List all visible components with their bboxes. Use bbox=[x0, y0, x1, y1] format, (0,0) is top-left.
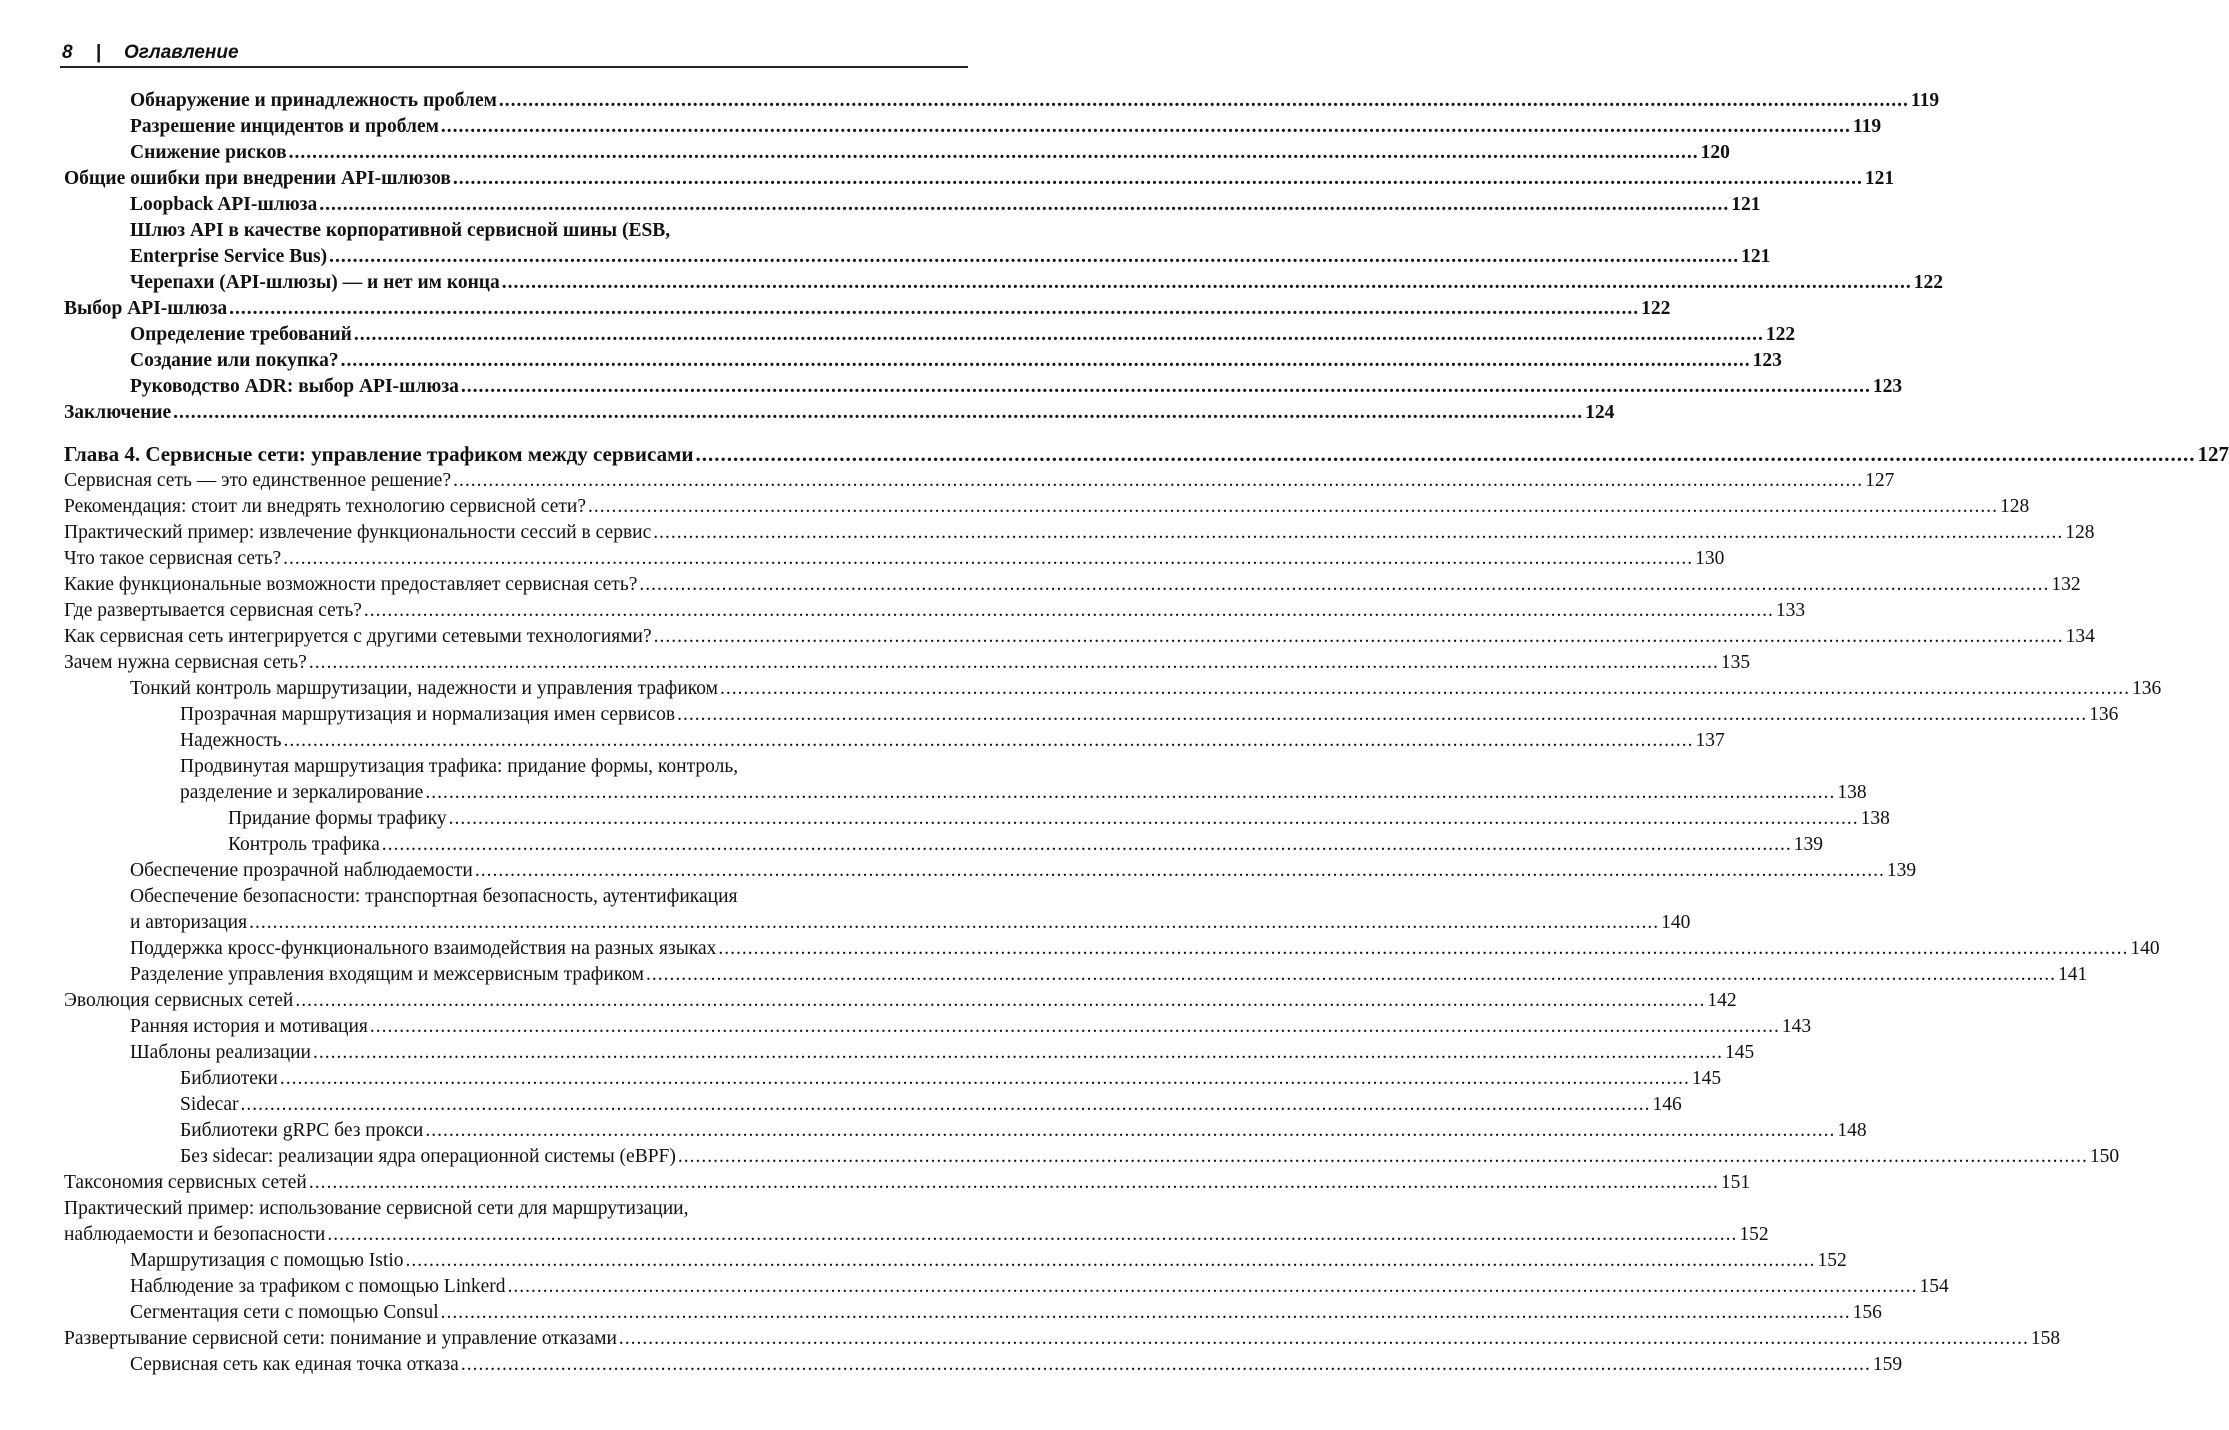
dot-leader bbox=[449, 806, 1859, 832]
toc-entry-page: 150 bbox=[2089, 1146, 2120, 1167]
dot-leader bbox=[309, 650, 1719, 676]
page-number: 8 bbox=[62, 42, 73, 63]
toc-entry-title: Enterprise Service Bus) bbox=[130, 246, 328, 267]
toc-entry-page: 139 bbox=[1886, 860, 1917, 881]
toc-entry-page: 141 bbox=[2058, 964, 2088, 985]
toc-entry-page: 138 bbox=[1860, 808, 1890, 829]
toc-entry bbox=[130, 1248, 1847, 1274]
toc-entry-title: Обнаружение и принадлежность проблем bbox=[130, 90, 497, 111]
toc-entry-title: Без sidecar: реализации ядра операционной системы (eBPF) bbox=[180, 1146, 676, 1167]
toc-entry-title: Сервисная сеть как единая точка отказа bbox=[130, 1354, 459, 1375]
dot-leader bbox=[678, 1144, 2088, 1170]
toc-entry-title: Рекомендация: стоит ли внедрять технологию сервисной сети? bbox=[64, 496, 586, 517]
dot-leader bbox=[327, 1222, 1737, 1248]
toc-entry-title: Поддержка кросс-функционального взаимодействия на разных языках bbox=[130, 938, 717, 959]
dot-leader bbox=[341, 348, 1751, 374]
dot-leader bbox=[695, 440, 2195, 468]
toc-entry-title-line1: Шлюз API в качестве корпоративной сервисной шины (ESB, bbox=[130, 220, 671, 241]
toc-entry bbox=[180, 754, 1867, 806]
toc-entry-page: 146 bbox=[1652, 1094, 1682, 1115]
toc-entry-title: Создание или покупка? bbox=[130, 350, 339, 371]
toc-entry-title: Глава 4. Сервисные сети: управление трафиком между сервисами bbox=[64, 442, 694, 466]
dot-leader bbox=[329, 244, 1739, 270]
toc-entry bbox=[130, 1014, 1812, 1040]
toc-entry-title: Определение требований bbox=[130, 324, 352, 345]
dot-leader bbox=[588, 494, 1998, 520]
toc-entry-title-line1: Продвинутая маршрутизация трафика: придание формы, контроль, bbox=[180, 756, 739, 777]
toc-entry bbox=[130, 140, 1730, 166]
toc-entry bbox=[130, 322, 1796, 348]
toc-entry bbox=[64, 494, 2030, 520]
toc-entry-title: Практический пример: извлечение функциональности сессий в сервис bbox=[64, 522, 652, 543]
toc-entry-page: 122 bbox=[1765, 324, 1796, 345]
toc-entry bbox=[180, 702, 2119, 728]
toc-entry-title: Обеспечение прозрачной наблюдаемости bbox=[130, 860, 473, 881]
toc-entry-page: 123 bbox=[1752, 350, 1782, 371]
dot-leader bbox=[475, 858, 1885, 884]
toc-entry-title: Руководство ADR: выбор API-шлюза bbox=[130, 376, 459, 397]
toc-entry-title: Таксономия сервисных сетей bbox=[64, 1172, 307, 1193]
dot-leader bbox=[382, 832, 1792, 858]
toc-entry-page: 148 bbox=[1837, 1120, 1867, 1141]
toc-entry-title: Где развертывается сервисная сеть? bbox=[64, 600, 362, 621]
toc-entry-page: 145 bbox=[1724, 1042, 1755, 1063]
toc-entry bbox=[64, 400, 1615, 426]
dot-leader bbox=[370, 1014, 1780, 1040]
dot-leader bbox=[319, 192, 1729, 218]
toc-entry-page: 120 bbox=[1700, 142, 1730, 163]
toc-entry-page: 133 bbox=[1775, 600, 1806, 621]
dot-leader bbox=[646, 962, 2056, 988]
dot-leader bbox=[249, 910, 1659, 936]
toc-entry-page: 121 bbox=[1864, 168, 1895, 189]
dot-leader bbox=[406, 1248, 1816, 1274]
toc-entry-title: Прозрачная маршрутизация и нормализация имен сервисов bbox=[180, 704, 676, 725]
toc-entry-page: 142 bbox=[1707, 990, 1737, 1011]
dot-leader bbox=[499, 88, 1909, 114]
dot-leader bbox=[229, 296, 1639, 322]
toc-entry-title: Заключение bbox=[64, 402, 172, 423]
dot-leader bbox=[425, 1118, 1835, 1144]
toc-entry bbox=[180, 728, 1725, 754]
toc-entry-page: 145 bbox=[1691, 1068, 1722, 1089]
toc-entry-title: Библиотеки bbox=[180, 1068, 278, 1089]
dot-leader bbox=[720, 676, 2130, 702]
toc-entry-title: Черепахи (API-шлюзы) — и нет им конца bbox=[130, 272, 500, 293]
dot-leader bbox=[364, 598, 1774, 624]
toc-entry bbox=[130, 884, 1691, 936]
dot-leader bbox=[240, 1092, 1650, 1118]
toc-entry-title: Контроль трафика bbox=[228, 834, 380, 855]
toc-entry bbox=[64, 598, 1806, 624]
toc-entry-page: 138 bbox=[1837, 782, 1867, 803]
toc-entry-page: 151 bbox=[1720, 1172, 1751, 1193]
toc-entry bbox=[130, 858, 1917, 884]
toc-entry-title: и авторизация bbox=[130, 912, 248, 933]
toc-entry-title: Надежность bbox=[180, 730, 282, 751]
header-rule bbox=[60, 66, 968, 68]
toc-entry-page: 132 bbox=[2051, 574, 2081, 595]
toc-entry-title: Эволюция сервисных сетей bbox=[64, 990, 294, 1011]
toc-entry-page: 135 bbox=[1720, 652, 1751, 673]
toc-entry bbox=[64, 166, 1895, 192]
toc-entry bbox=[64, 296, 1671, 322]
toc-entry-title: Развертывание сервисной сети: понимание и управление отказами bbox=[64, 1328, 617, 1349]
dot-leader bbox=[313, 1040, 1723, 1066]
dot-leader bbox=[502, 270, 1912, 296]
toc-entry bbox=[228, 806, 1890, 832]
toc-entry-page: 121 bbox=[1731, 194, 1761, 215]
dot-leader bbox=[619, 1326, 2029, 1352]
toc-entry bbox=[130, 270, 1944, 296]
dot-leader bbox=[653, 520, 2063, 546]
toc-entry-page: 119 bbox=[1910, 90, 1940, 111]
toc-entry-page: 130 bbox=[1695, 548, 1725, 569]
toc-entry-page: 127 bbox=[1865, 470, 1895, 491]
toc-entry-title: Как сервисная сеть интегрируется с другими сетевыми технологиями? bbox=[64, 626, 652, 647]
toc-entry-page: 136 bbox=[2131, 678, 2162, 699]
toc-entry-page: 152 bbox=[1739, 1224, 1769, 1245]
toc-entry bbox=[130, 1352, 1903, 1378]
dot-leader bbox=[718, 936, 2128, 962]
toc-entry-page: 122 bbox=[1641, 298, 1671, 319]
toc-entry-title: Снижение рисков bbox=[130, 142, 287, 163]
toc-entry bbox=[180, 1092, 1682, 1118]
toc-entry-title: Разделение управления входящим и межсервисным трафиком bbox=[130, 964, 645, 985]
toc-entry bbox=[130, 348, 1782, 374]
dot-leader bbox=[453, 166, 1863, 192]
toc-entry bbox=[130, 374, 1903, 400]
toc-entry-page: 159 bbox=[1872, 1354, 1903, 1375]
toc-entry-title: Сегментация сети с помощью Consul bbox=[130, 1302, 439, 1323]
toc-entry-title: Шаблоны реализации bbox=[130, 1042, 311, 1063]
toc-entry-page: 127 bbox=[2197, 442, 2229, 466]
toc-entry-title: Sidecar bbox=[180, 1094, 239, 1115]
toc-entry-title: Общие ошибки при внедрении API-шлюзов bbox=[64, 168, 451, 189]
toc-entry bbox=[64, 1170, 1751, 1196]
page-header bbox=[62, 38, 968, 68]
toc-entry-page: 158 bbox=[2030, 1328, 2061, 1349]
dot-leader bbox=[295, 988, 1705, 1014]
toc-entry-page: 121 bbox=[1741, 246, 1771, 267]
toc-entry bbox=[130, 88, 1940, 114]
toc-entry-title: Какие функциональные возможности предоставляет сервисная сеть? bbox=[64, 574, 638, 595]
toc-entry-title: Маршрутизация с помощью Istio bbox=[130, 1250, 404, 1271]
toc-entry-page: 140 bbox=[2130, 938, 2160, 959]
toc-entry-page: 134 bbox=[2065, 626, 2095, 647]
toc-entry-page: 128 bbox=[1999, 496, 2030, 517]
toc-entry-title: Разрешение инцидентов и проблем bbox=[130, 116, 439, 137]
toc-entry bbox=[180, 1144, 2120, 1170]
toc-entry-page: 154 bbox=[1919, 1276, 1949, 1297]
toc-entry bbox=[228, 832, 1824, 858]
dot-leader bbox=[677, 702, 2087, 728]
dot-leader bbox=[654, 624, 2064, 650]
toc-entry-page: 122 bbox=[1913, 272, 1944, 293]
toc-entry-page: 152 bbox=[1817, 1250, 1847, 1271]
toc-entry-page: 136 bbox=[2089, 704, 2119, 725]
toc-entry-title-line1: Обеспечение безопасности: транспортная безопасность, аутентификация bbox=[130, 886, 738, 907]
dot-leader bbox=[354, 322, 1764, 348]
toc-entry-title: Loopback API-шлюза bbox=[130, 194, 318, 215]
toc-entry-title: Зачем нужна сервисная сеть? bbox=[64, 652, 307, 673]
dot-leader bbox=[425, 780, 1835, 806]
toc-chapter-entry bbox=[64, 440, 2229, 468]
toc-entry bbox=[64, 546, 1725, 572]
toc-entry bbox=[64, 988, 1737, 1014]
toc-entry bbox=[64, 624, 2095, 650]
toc-entry bbox=[130, 114, 1882, 140]
running-title: Оглавление bbox=[124, 42, 239, 63]
toc-entry-title: Придание формы трафику bbox=[228, 808, 447, 829]
dot-leader bbox=[508, 1274, 1918, 1300]
dot-leader bbox=[283, 546, 1693, 572]
toc-entry-title: Ранняя история и мотивация bbox=[130, 1016, 368, 1037]
toc-entry bbox=[64, 1326, 2061, 1352]
toc-entry bbox=[130, 218, 1771, 270]
dot-leader bbox=[309, 1170, 1719, 1196]
toc-entry-page: 128 bbox=[2065, 522, 2095, 543]
toc-entry-title: Библиотеки gRPC без прокси bbox=[180, 1120, 424, 1141]
dot-leader bbox=[289, 140, 1699, 166]
toc-entry bbox=[64, 1196, 1769, 1248]
dot-leader bbox=[284, 728, 1694, 754]
dot-leader bbox=[441, 114, 1851, 140]
toc-entry bbox=[64, 520, 2095, 546]
toc-entry-page: 143 bbox=[1781, 1016, 1812, 1037]
toc-entry bbox=[64, 650, 1751, 676]
toc-entry bbox=[130, 1274, 1949, 1300]
dot-leader bbox=[461, 1352, 1871, 1378]
toc-entry-title-line1: Практический пример: использование сервисной сети для маршрутизации, bbox=[64, 1198, 689, 1219]
toc-entry-title: Тонкий контроль маршрутизации, надежности и управления трафиком bbox=[130, 678, 718, 699]
dot-leader bbox=[461, 374, 1871, 400]
toc-entry bbox=[130, 1300, 1882, 1326]
toc-entry bbox=[180, 1066, 1722, 1092]
toc-entry-page: 123 bbox=[1872, 376, 1903, 397]
toc-entry-page: 139 bbox=[1793, 834, 1824, 855]
toc-entry-page: 140 bbox=[1661, 912, 1691, 933]
toc-entry-title: Что такое сервисная сеть? bbox=[64, 548, 282, 569]
toc-entry-title: Наблюдение за трафиком с помощью Linkerd bbox=[130, 1276, 506, 1297]
toc-entry-page: 124 bbox=[1585, 402, 1615, 423]
toc-entry bbox=[130, 676, 2162, 702]
toc-entry bbox=[130, 936, 2160, 962]
dot-leader bbox=[639, 572, 2049, 598]
toc-entry-title: наблюдаемости и безопасности bbox=[64, 1224, 326, 1245]
table-of-contents bbox=[0, 88, 2229, 1378]
dot-leader bbox=[453, 468, 1863, 494]
toc-entry bbox=[64, 572, 2081, 598]
toc-entry bbox=[180, 1118, 1867, 1144]
toc-entry-page: 119 bbox=[1852, 116, 1882, 137]
toc-entry bbox=[130, 1040, 1755, 1066]
toc-entry-page: 156 bbox=[1852, 1302, 1882, 1323]
header-separator: | bbox=[96, 42, 102, 63]
toc-entry-page: 137 bbox=[1695, 730, 1725, 751]
toc-entry bbox=[64, 468, 1895, 494]
dot-leader bbox=[173, 400, 1583, 426]
dot-leader bbox=[441, 1300, 1851, 1326]
toc-entry-title: Выбор API-шлюза bbox=[64, 298, 228, 319]
toc-entry-title: разделение и зеркалирование bbox=[180, 782, 424, 803]
dot-leader bbox=[280, 1066, 1690, 1092]
toc-entry bbox=[130, 192, 1761, 218]
toc-entry-title: Сервисная сеть — это единственное решение? bbox=[64, 470, 452, 491]
toc-entry bbox=[130, 962, 2088, 988]
